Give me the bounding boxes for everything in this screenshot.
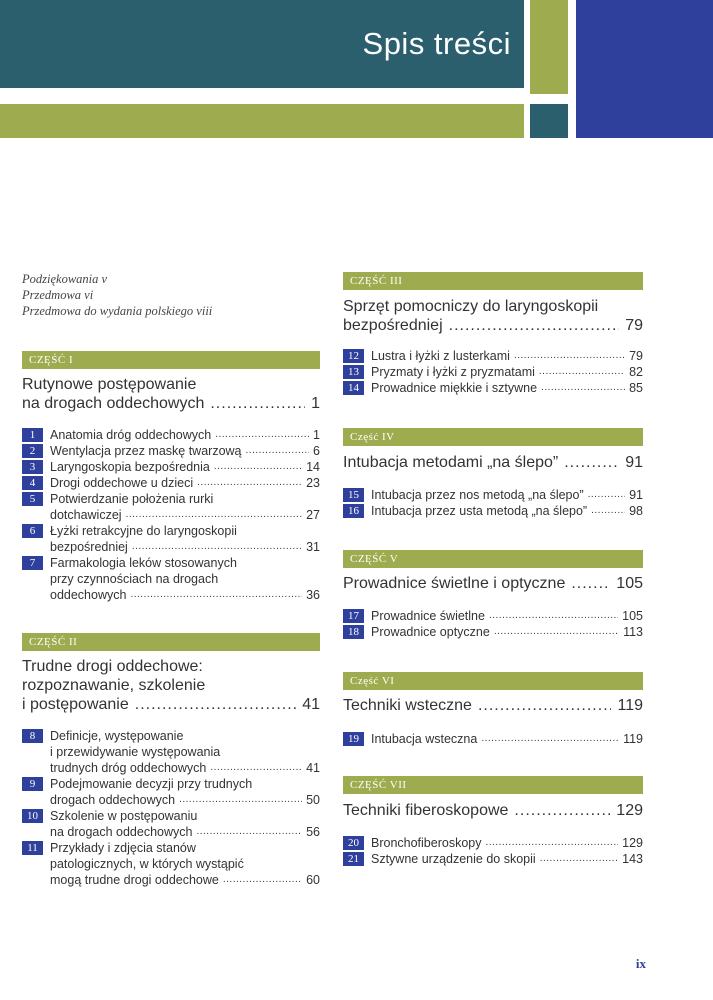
chapter-number-badge: 17: [343, 609, 364, 623]
chapter-number-badge: 9: [22, 777, 43, 791]
part-title-text: i postępowanie: [22, 696, 129, 713]
chapter-title-text: Bronchofiberoskopy: [371, 836, 482, 850]
chapter-title-line: [50, 523, 320, 539]
part-page: 119: [617, 697, 643, 714]
chapter-number-badge: 6: [22, 524, 43, 538]
chapter-title-line: [371, 624, 643, 640]
chapter-page: 60: [306, 873, 320, 887]
chapter-entry: [343, 608, 643, 624]
chapter-entry: [22, 427, 320, 443]
chapter-number-badge: 15: [343, 488, 364, 502]
chapter-list: [343, 835, 643, 867]
part-title-text: Intubacja metodami „na ślepo”: [343, 454, 559, 471]
dot-leader: [481, 731, 619, 747]
chapter-title-line: [371, 364, 643, 380]
part-title: [22, 657, 320, 714]
chapter-title-text: Intubacja przez nos metodą „na ślepo”: [371, 488, 584, 502]
part-title-text: Trudne drogi oddechowe:: [22, 658, 203, 675]
chapter-title-line: [50, 587, 320, 603]
chapter-title-text: Prowadnice miękkie i sztywne: [371, 381, 538, 395]
chapter-title-line: [50, 776, 320, 792]
chapter-page: 23: [306, 476, 320, 490]
chapter-page: 98: [629, 504, 643, 518]
chapter-title-line: [50, 459, 320, 475]
chapter-number-badge: 16: [343, 504, 364, 518]
part-title-text: bezpośredniej: [343, 317, 443, 334]
chapter-number-badge: 2: [22, 444, 43, 458]
chapter-page: 79: [629, 349, 643, 363]
chapter-title-line: [50, 872, 320, 888]
chapter-title-line: [371, 835, 643, 851]
chapter-title-text: Intubacja wsteczna: [371, 732, 478, 746]
chapter-number-badge: 5: [22, 492, 43, 506]
chapter-title-line: [50, 555, 320, 571]
header-olive-stripe: [530, 0, 568, 94]
part-page: 79: [625, 317, 643, 334]
chapter-title-line: [50, 856, 320, 872]
part-page: 41: [302, 696, 320, 713]
dot-leader: [214, 459, 302, 475]
part-label: CZĘŚĆ VII: [343, 776, 643, 794]
chapter-entry: [343, 503, 643, 519]
chapter-title-line: [50, 539, 320, 555]
chapter-entry: [22, 491, 320, 523]
chapter-title-text: Lustra i łyżki z lusterkami: [371, 349, 510, 363]
chapter-number-badge: 13: [343, 365, 364, 379]
chapter-page: 36: [306, 588, 320, 602]
header-olive-band-right: [530, 104, 568, 138]
dot-leader: [130, 587, 302, 603]
chapter-title-text: Prowadnice świetlne: [371, 609, 485, 623]
part-title-line: [343, 696, 643, 715]
chapter-title-line: [371, 608, 643, 624]
chapter-title-text: trudnych dróg oddechowych: [50, 761, 207, 775]
chapter-title-line: [50, 507, 320, 523]
chapter-title-line: [50, 728, 320, 744]
dot-leader: [449, 316, 620, 335]
part-label: CZĘŚĆ III: [343, 272, 643, 290]
part-label: Część VI: [343, 672, 643, 690]
chapter-number-badge: 18: [343, 625, 364, 639]
part-title-line: [22, 375, 320, 394]
dot-leader: [514, 801, 610, 820]
chapter-title-text: Prowadnice optyczne: [371, 625, 490, 639]
chapter-page: 129: [622, 836, 643, 850]
chapter-number-badge: 1: [22, 428, 43, 442]
chapter-list: [343, 348, 643, 396]
dot-leader: [135, 695, 296, 714]
part-title: [343, 801, 643, 820]
dot-leader: [571, 574, 610, 593]
chapter-number-badge: 20: [343, 836, 364, 850]
part-title-line: [343, 316, 643, 335]
chapter-list: [343, 487, 643, 519]
chapter-page: 50: [306, 793, 320, 807]
chapter-title-text: Laryngoskopia bezpośrednia: [50, 460, 210, 474]
chapter-list: [343, 731, 643, 747]
chapter-title-text: bezpośredniej: [50, 540, 128, 554]
chapter-page: 85: [629, 381, 643, 395]
chapter-page: 143: [622, 852, 643, 866]
chapter-title-line: [371, 503, 643, 519]
chapter-title-line: [371, 731, 643, 747]
chapter-title-text: Potwierdzanie położenia rurki: [50, 492, 214, 506]
dot-leader: [210, 760, 302, 776]
part-label: CZĘŚĆ I: [22, 351, 320, 369]
chapter-title-text: oddechowych: [50, 588, 127, 602]
chapter-title-text: Podejmowanie decyzji przy trudnych: [50, 777, 253, 791]
chapter-title-line: [50, 475, 320, 491]
chapter-page: 113: [623, 625, 643, 639]
chapter-title-text: Intubacja przez usta metodą „na ślepo”: [371, 504, 588, 518]
dot-leader: [223, 872, 302, 888]
part-title: [343, 574, 643, 593]
chapter-page: 105: [622, 609, 643, 623]
dot-leader: [132, 539, 302, 555]
chapter-title-line: [50, 744, 320, 760]
part-title-line: [22, 676, 320, 695]
chapter-title-line: [371, 348, 643, 364]
chapter-entry: [343, 851, 643, 867]
chapter-page: 31: [306, 540, 320, 554]
chapter-title-text: Sztywne urządzenie do skopii: [371, 852, 536, 866]
chapter-number-badge: 21: [343, 852, 364, 866]
chapter-title-text: Farmakologia leków stosowanych: [50, 556, 237, 570]
chapter-entry: [22, 728, 320, 776]
chapter-page: 41: [306, 761, 320, 775]
chapter-entry: [22, 808, 320, 840]
part-label: Część IV: [343, 428, 643, 446]
chapter-title-text: przy czynnościach na drogach: [50, 572, 219, 586]
chapter-entry: [22, 459, 320, 475]
dot-leader: [539, 364, 625, 380]
chapter-page: 82: [629, 365, 643, 379]
chapter-entry: [22, 523, 320, 555]
dot-leader: [514, 348, 625, 364]
chapter-number-badge: 12: [343, 349, 364, 363]
chapter-title-line: [50, 840, 320, 856]
part-title: [22, 375, 320, 413]
chapter-title-text: mogą trudne drogi oddechowe: [50, 873, 219, 887]
dot-leader: [591, 503, 625, 519]
chapter-title-text: na drogach oddechowych: [50, 825, 193, 839]
part-page: 91: [625, 454, 643, 471]
chapter-list: [343, 608, 643, 640]
part-page: 105: [616, 575, 643, 592]
chapter-entry: [343, 364, 643, 380]
dot-leader: [215, 427, 309, 443]
chapter-page: 119: [623, 732, 643, 746]
preface-item: Podziękowania v: [22, 272, 108, 286]
dot-leader: [126, 507, 303, 523]
dot-leader: [489, 608, 618, 624]
chapter-title-text: Przykłady i zdjęcia stanów: [50, 841, 196, 855]
chapter-title-text: Łyżki retrakcyjne do laryngoskopii: [50, 524, 237, 538]
part-title: [343, 453, 643, 472]
part-page: 1: [311, 395, 320, 412]
chapter-entry: [343, 835, 643, 851]
chapter-title-line: [50, 443, 320, 459]
part-title-line: [343, 453, 643, 472]
dot-leader: [485, 835, 618, 851]
header-blue-block: [576, 0, 713, 138]
chapter-title-line: [50, 491, 320, 507]
chapter-number-badge: 14: [343, 381, 364, 395]
part-title-line: [22, 657, 320, 676]
chapter-number-badge: 7: [22, 556, 43, 570]
chapter-entry: [22, 443, 320, 459]
chapter-number-badge: 11: [22, 841, 43, 855]
chapter-number-badge: 4: [22, 476, 43, 490]
page-number: ix: [635, 956, 646, 971]
preface-list: [22, 271, 212, 319]
chapter-number-badge: 10: [22, 809, 43, 823]
chapter-entry: [343, 348, 643, 364]
part-title-line: [22, 394, 320, 413]
chapter-title-text: i przewidywanie występowania: [50, 745, 221, 759]
chapter-title-text: Pryzmaty i łyżki z pryzmatami: [371, 365, 535, 379]
part-title-line: [343, 574, 643, 593]
chapter-entry: [343, 624, 643, 640]
dot-leader: [179, 792, 302, 808]
chapter-list: [22, 728, 320, 888]
chapter-page: 6: [313, 444, 320, 458]
part-label: CZĘŚĆ V: [343, 550, 643, 568]
chapter-entry: [343, 731, 643, 747]
chapter-title-text: Definicje, występowanie: [50, 729, 184, 743]
chapter-title-line: [371, 380, 643, 396]
part-page: 129: [616, 802, 643, 819]
chapter-page: 27: [306, 508, 320, 522]
part-title-text: rozpoznawanie, szkolenie: [22, 677, 206, 694]
preface-item: Przedmowa vi: [22, 288, 94, 302]
chapter-title-line: [50, 824, 320, 840]
chapter-title-text: drogach oddechowych: [50, 793, 176, 807]
chapter-title-text: Wentylacja przez maskę twarzową: [50, 444, 242, 458]
page-title: Spis treści: [362, 26, 511, 61]
chapter-title-text: Szkolenie w postępowaniu: [50, 809, 198, 823]
dot-leader: [210, 394, 305, 413]
dot-leader: [564, 453, 619, 472]
dot-leader: [197, 475, 302, 491]
dot-leader: [196, 824, 302, 840]
chapter-title-text: Drogi oddechowe u dzieci: [50, 476, 194, 490]
chapter-number-badge: 3: [22, 460, 43, 474]
dot-leader: [541, 380, 625, 396]
chapter-title-line: [371, 487, 643, 503]
chapter-number-badge: 8: [22, 729, 43, 743]
chapter-entry: [22, 555, 320, 603]
chapter-page: 1: [313, 428, 320, 442]
dot-leader: [246, 443, 310, 459]
chapter-title-line: [50, 792, 320, 808]
preface-item: Przedmowa do wydania polskiego viii: [22, 304, 213, 318]
chapter-page: 56: [306, 825, 320, 839]
part-title-text: Sprzęt pomocniczy do laryngoskopii: [343, 298, 599, 315]
part-title: [343, 696, 643, 715]
part-title-text: Techniki wsteczne: [343, 697, 472, 714]
chapter-page: 91: [629, 488, 643, 502]
chapter-title-line: [50, 808, 320, 824]
dot-leader: [588, 487, 625, 503]
chapter-entry: [22, 776, 320, 808]
dot-leader: [478, 696, 612, 715]
chapter-entry: [343, 487, 643, 503]
part-title-text: Techniki fiberoskopowe: [343, 802, 509, 819]
part-title-text: na drogach oddechowych: [22, 395, 205, 412]
dot-leader: [540, 851, 618, 867]
chapter-title-text: patologicznych, w których wystąpić: [50, 857, 244, 871]
chapter-entry: [22, 840, 320, 888]
chapter-title-text: Anatomia dróg oddechowych: [50, 428, 212, 442]
chapter-page: 14: [306, 460, 320, 474]
part-title-line: [22, 695, 320, 714]
chapter-title-line: [371, 851, 643, 867]
part-title-line: [343, 801, 643, 820]
chapter-title-line: [50, 427, 320, 443]
chapter-title-text: dotchawiczej: [50, 508, 122, 522]
dot-leader: [494, 624, 619, 640]
chapter-entry: [22, 475, 320, 491]
part-title-line: [343, 297, 643, 316]
chapter-number-badge: 19: [343, 732, 364, 746]
part-title: [343, 297, 643, 335]
part-label: CZĘŚĆ II: [22, 633, 320, 651]
chapter-title-line: [50, 571, 320, 587]
chapter-list: [22, 427, 320, 603]
header-olive-band: [0, 104, 524, 138]
chapter-entry: [343, 380, 643, 396]
part-title-text: Rutynowe postępowanie: [22, 376, 197, 393]
part-title-text: Prowadnice świetlne i optyczne: [343, 575, 566, 592]
chapter-title-line: [50, 760, 320, 776]
